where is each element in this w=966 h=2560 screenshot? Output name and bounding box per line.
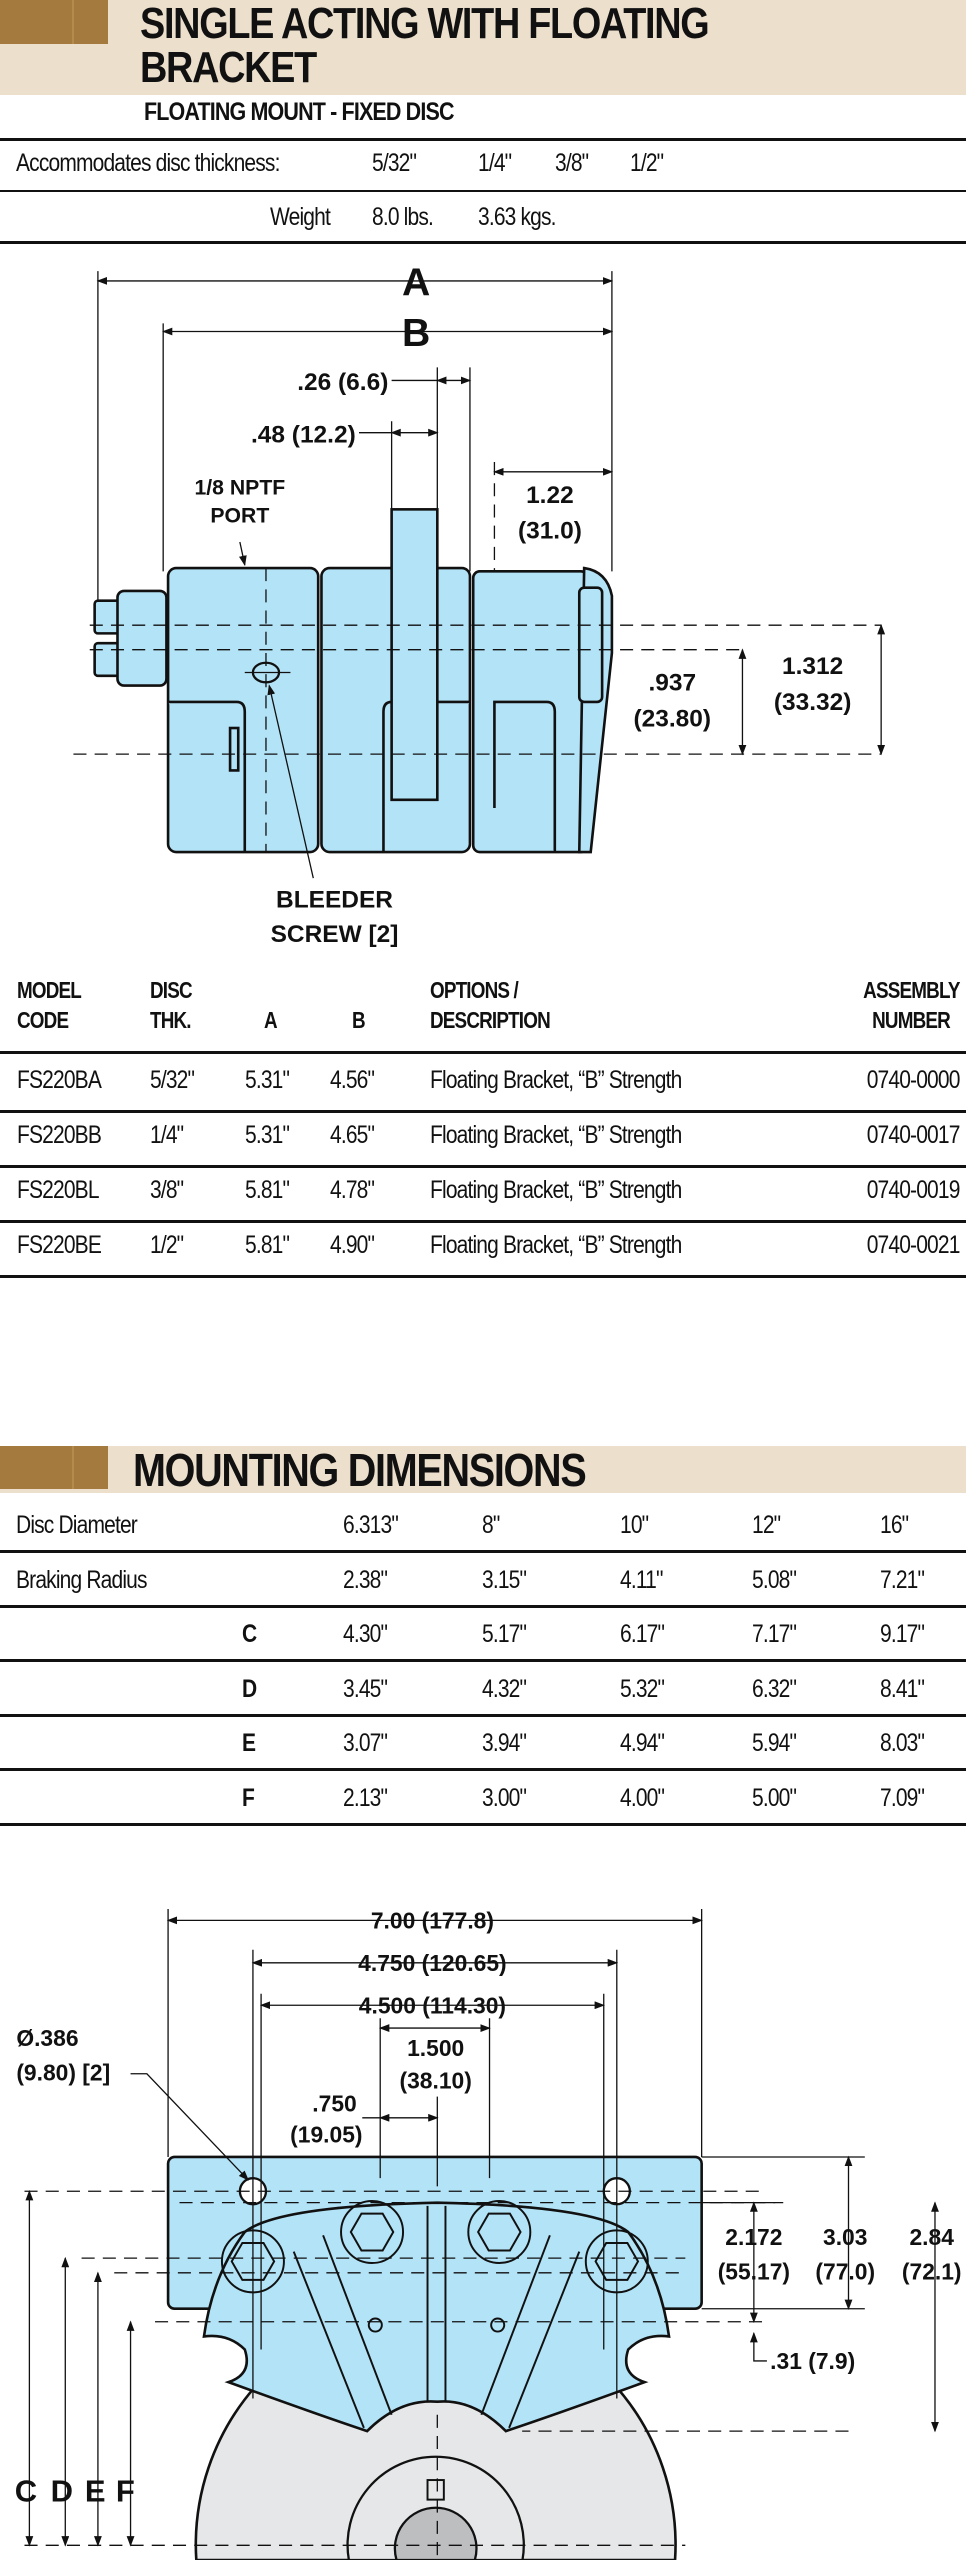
model-cell-asm: 0740-0017: [867, 1121, 960, 1149]
model-cell-asm: 0740-0000: [867, 1066, 960, 1094]
weight-lbs: 8.0 lbs.: [372, 203, 433, 231]
dim-2172-label: (55.17): [717, 2258, 791, 2285]
mounting-row-letter: C: [242, 1620, 257, 1649]
divider: [0, 1823, 966, 1826]
mounting-value: 9.17": [880, 1620, 925, 1649]
dim-303-label: (77.0): [815, 2258, 876, 2285]
dim-031-label: .31 (7.9): [770, 2348, 856, 2375]
section-marker: [0, 0, 108, 44]
model-cell-model: FS220BE: [17, 1231, 102, 1259]
model-cell-a: 5.31": [245, 1066, 290, 1094]
divider: [0, 190, 966, 192]
mounting-value: 7.17": [752, 1620, 797, 1649]
dim-284-label: (72.1): [901, 2258, 962, 2285]
model-cell-a: 5.81": [245, 1176, 290, 1204]
divider: [0, 1550, 966, 1553]
mounting-value: 3.00": [482, 1784, 527, 1812]
col-header-assembly: NUMBER: [872, 1007, 950, 1033]
model-cell-disc: 5/32": [150, 1066, 195, 1094]
disc-thickness-label: Accommodates disc thickness:: [16, 149, 280, 177]
dim-4500-label: 4.500 (114.30): [358, 1992, 507, 2019]
page-title-line1: SINGLE ACTING WITH FLOATING: [140, 0, 709, 48]
hole-dia-label: Ø.386: [16, 2025, 79, 2052]
mounting-value: 4.00": [620, 1784, 665, 1812]
dim-122-label: 1.22: [526, 481, 574, 509]
mounting-value: 3.94": [482, 1729, 527, 1758]
dim-026-label: .26 (6.6): [297, 369, 389, 397]
mounting-band: [0, 1444, 966, 1496]
mounting-row-letter: E: [242, 1729, 256, 1758]
model-cell-desc: Floating Bracket, “B” Strength: [430, 1121, 682, 1149]
disc-thickness-value: 1/4": [478, 149, 512, 177]
section-marker: [0, 1446, 108, 1489]
bleeder-label: SCREW [2]: [270, 920, 399, 948]
col-header-model: CODE: [17, 1007, 69, 1033]
divider: [0, 1275, 966, 1278]
disc-thickness-value: 5/32": [372, 149, 417, 177]
dim-700-label: 7.00 (177.8): [370, 1907, 494, 1934]
model-cell-b: 4.65": [330, 1121, 375, 1149]
model-cell-desc: Floating Bracket, “B” Strength: [430, 1066, 682, 1094]
model-cell-b: 4.56": [330, 1066, 375, 1094]
dim-750-label: (19.05): [290, 2121, 363, 2148]
dim-b-label: B: [401, 312, 431, 356]
keyway: [428, 2480, 444, 2500]
dim-4750-label: 4.750 (120.65): [358, 1949, 507, 1976]
dim-1312-label: (33.32): [773, 689, 852, 717]
mounting-value: 3.45": [343, 1674, 388, 1703]
mounting-value: 8": [482, 1511, 500, 1539]
mounting-value: 10": [620, 1511, 649, 1539]
divider: [0, 241, 966, 244]
mounting-value: 3.15": [482, 1565, 527, 1594]
dim-d-label: D: [50, 2473, 73, 2509]
col-header-a: A: [264, 1007, 277, 1033]
disc-thickness-value: 3/8": [555, 149, 589, 177]
mounting-value: 6.32": [752, 1674, 797, 1703]
mounting-value: 5.00": [752, 1784, 797, 1812]
dim-1500-label: 1.500: [407, 2034, 465, 2061]
col-header-options: DESCRIPTION: [430, 1007, 550, 1033]
model-cell-model: FS220BB: [17, 1121, 102, 1149]
mounting-value: 12": [752, 1511, 781, 1539]
dim-048-label: .48 (12.2): [250, 421, 356, 449]
mounting-value: 4.30": [343, 1620, 388, 1649]
mounting-value: 3.07": [343, 1729, 388, 1758]
mounting-value: 6.313": [343, 1511, 398, 1539]
mounting-value: 5.08": [752, 1565, 797, 1594]
col-header-model: MODEL: [17, 977, 82, 1003]
hole-dia-label: (9.80) [2]: [16, 2059, 111, 2086]
mounting-value: 4.11": [620, 1565, 663, 1594]
title-band: [0, 0, 966, 95]
mounting-value: 4.32": [482, 1674, 527, 1703]
dim-c-label: C: [14, 2473, 38, 2509]
dim-1312-label: 1.312: [781, 653, 844, 681]
model-cell-b: 4.90": [330, 1231, 375, 1259]
model-cell-b: 4.78": [330, 1176, 375, 1204]
mounting-value: 8.03": [880, 1729, 925, 1758]
weight-label: Weight: [270, 203, 330, 231]
mounting-value: 5.32": [620, 1674, 665, 1703]
divider: [0, 1220, 966, 1223]
divider: [0, 1714, 966, 1717]
dim-937-label: .937: [648, 669, 697, 697]
subtitle: FLOATING MOUNT - FIXED DISC: [144, 98, 454, 126]
port-label: PORT: [210, 504, 270, 528]
dim-303-label: 3.03: [823, 2224, 868, 2251]
mounting-value: 6.17": [620, 1620, 665, 1649]
divider: [0, 1110, 966, 1113]
model-cell-desc: Floating Bracket, “B” Strength: [430, 1231, 682, 1259]
divider: [0, 1659, 966, 1662]
dim-1500-label: (38.10): [399, 2067, 472, 2094]
model-cell-asm: 0740-0021: [867, 1231, 960, 1259]
mounting-value: 5.94": [752, 1729, 797, 1758]
mounting-value: 2.13": [343, 1784, 388, 1812]
model-cell-asm: 0740-0019: [867, 1176, 960, 1204]
side-view-drawing: [0, 245, 966, 963]
divider: [0, 1051, 966, 1054]
caliper-body: [95, 509, 612, 852]
mounting-row-letter: D: [242, 1674, 257, 1703]
model-cell-a: 5.31": [245, 1121, 290, 1149]
mounting-title: MOUNTING DIMENSIONS: [133, 1444, 586, 1496]
dim-122-label: (31.0): [517, 517, 582, 545]
model-cell-desc: Floating Bracket, “B” Strength: [430, 1176, 682, 1204]
disc-thickness-value: 1/2": [630, 149, 664, 177]
dim-e-label: E: [84, 2473, 106, 2509]
model-cell-disc: 1/2": [150, 1231, 184, 1259]
dim-f-label: F: [115, 2473, 135, 2509]
front-view-drawing: [0, 1860, 966, 2560]
mounting-value: 4.94": [620, 1729, 665, 1758]
page-title-line2: BRACKET: [140, 43, 316, 92]
mounting-row-label: Disc Diameter: [16, 1511, 137, 1539]
mounting-value: 16": [880, 1511, 909, 1539]
divider: [0, 1768, 966, 1771]
bleeder-label: BLEEDER: [276, 886, 393, 914]
mounting-value: 7.21": [880, 1565, 925, 1594]
mounting-value: 5.17": [482, 1620, 527, 1649]
divider: [0, 1605, 966, 1608]
mounting-row-letter: F: [242, 1784, 254, 1812]
model-cell-disc: 3/8": [150, 1176, 184, 1204]
dim-750-label: .750: [312, 2090, 357, 2117]
mounting-value: 2.38": [343, 1565, 388, 1594]
dim-284-label: 2.84: [909, 2224, 954, 2251]
mounting-value: 8.41": [880, 1674, 925, 1703]
port-label: 1/8 NPTF: [194, 476, 286, 500]
mounting-row-label: Braking Radius: [16, 1565, 147, 1594]
dim-a-label: A: [401, 261, 431, 305]
mounting-value: 7.09": [880, 1784, 925, 1812]
dim-2172-label: 2.172: [725, 2224, 783, 2251]
divider: [0, 138, 966, 141]
model-cell-model: FS220BA: [17, 1066, 102, 1094]
model-cell-a: 5.81": [245, 1231, 290, 1259]
divider: [0, 1165, 966, 1168]
model-cell-disc: 1/4": [150, 1121, 184, 1149]
col-header-options: OPTIONS /: [430, 977, 518, 1003]
dim-937-label: (23.80): [633, 705, 712, 733]
col-header-b: B: [352, 1007, 365, 1033]
col-header-disc: THK.: [150, 1007, 191, 1033]
weight-kgs: 3.63 kgs.: [478, 203, 556, 231]
model-cell-model: FS220BL: [17, 1176, 99, 1204]
col-header-disc: DISC: [150, 977, 192, 1003]
col-header-assembly: ASSEMBLY: [863, 977, 960, 1003]
